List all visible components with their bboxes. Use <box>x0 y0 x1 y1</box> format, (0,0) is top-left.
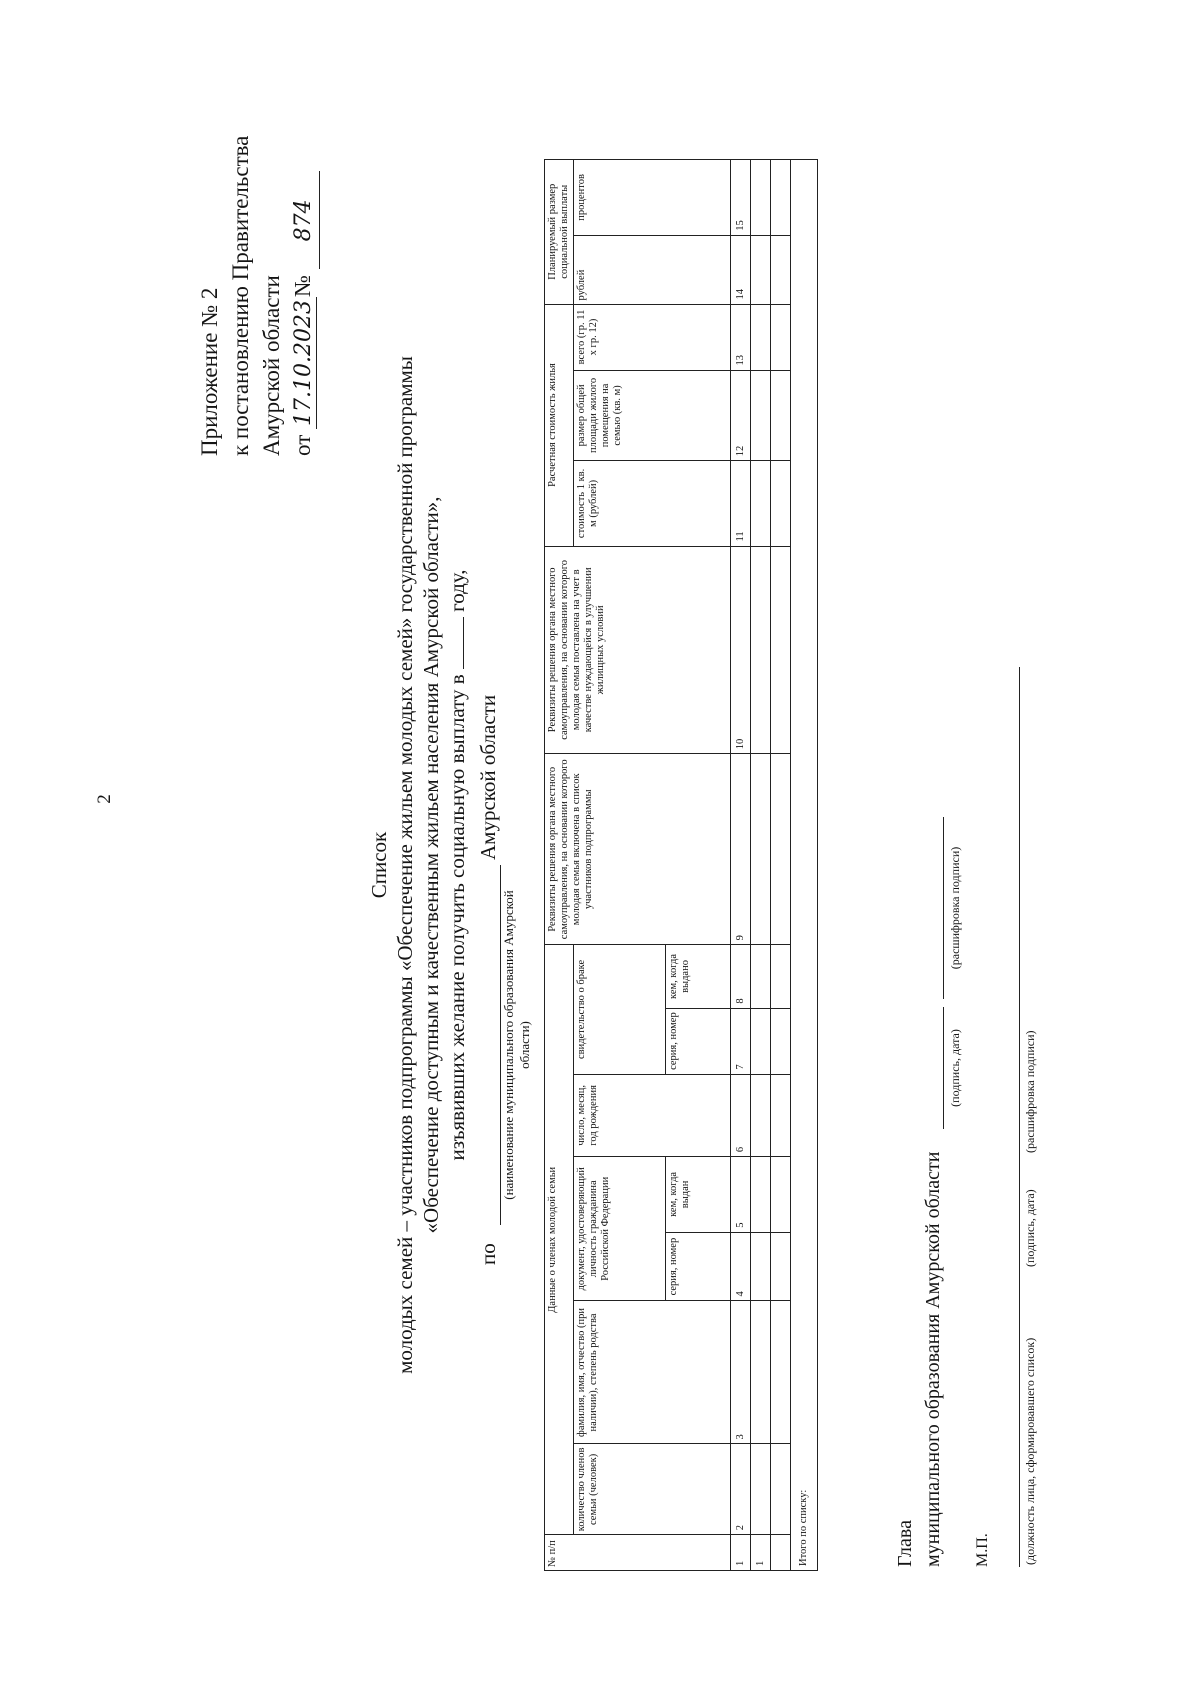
head-signature-line <box>943 1007 944 1129</box>
table-cell <box>771 1535 791 1571</box>
title-block <box>366 145 532 1585</box>
appendix-line-1: Приложение № 2 <box>197 287 222 456</box>
total-label: Итого по списку: <box>791 160 818 1571</box>
header-decision-list: Реквизиты решения органа местного самоуправления, на основании которого молодая семья включена в список участников подпрограммы <box>545 754 731 945</box>
header-decision-register: Реквизиты решения органа местного самоуправления, на основании которого молодая семья поставлена на учет в качестве нуждающейся в улучшении жилищных условий <box>545 546 731 754</box>
table-cell <box>751 1008 771 1074</box>
table-cell <box>751 1074 771 1157</box>
number-mark: № <box>290 275 315 298</box>
header-members: количество членов семьи (человек) <box>574 1444 731 1535</box>
header-issued: кем, когда выдан <box>665 1157 730 1233</box>
table-cell <box>751 546 771 754</box>
column-numbers-row <box>731 160 751 1571</box>
header-birth: число, месяц, год рождения <box>574 1074 731 1157</box>
column-number-7: 7 <box>731 1008 751 1074</box>
region-name: Амурской области <box>476 694 500 860</box>
po-prefix: по <box>476 1243 500 1265</box>
table-cell <box>771 304 791 370</box>
table-cell <box>751 370 771 461</box>
header-total: всего (гр. 11 х гр. 12) <box>574 304 731 370</box>
row-number: 1 <box>751 1535 771 1571</box>
column-number-1: 1 <box>731 1535 751 1571</box>
table-cell <box>771 754 791 945</box>
table-cell <box>771 546 791 754</box>
families-table <box>544 159 818 1571</box>
header-cost-group: Расчетная стоимость жилья <box>545 304 574 546</box>
column-number-4: 4 <box>731 1232 751 1301</box>
table-cell <box>771 1157 791 1233</box>
column-number-15: 15 <box>731 160 751 236</box>
header-fio: фамилия, имя, отчество (при наличии), степень родства <box>574 1301 731 1444</box>
header-marriage-series: серия, номер <box>665 1008 730 1074</box>
head-decoding-caption: (расшифровка подписи) <box>948 846 962 970</box>
table-cell <box>751 304 771 370</box>
title-line-1: молодых семей – участников подпрограммы «Обеспечение жильем молодых семей» государственной программы <box>393 356 417 1374</box>
handwritten-number: 874 <box>288 171 320 269</box>
official-signature-line <box>1019 667 1020 1567</box>
table-cell <box>751 461 771 546</box>
title-line-3 <box>444 145 470 1585</box>
header-payment-group: Планируемый размер социальной выплаты <box>545 160 574 305</box>
table-cell <box>771 1301 791 1444</box>
table-cell <box>771 1232 791 1301</box>
column-number-8: 8 <box>731 945 751 1008</box>
handwritten-date: 17.10.2023 <box>291 297 317 429</box>
table-cell <box>751 1301 771 1444</box>
header-series: серия, номер <box>665 1232 730 1301</box>
table-cell <box>771 160 791 236</box>
table-cell <box>751 754 771 945</box>
official-decoding-caption: (расшифровка подписи) <box>1023 1030 1037 1153</box>
header-cost-sqm: стоимость 1 кв. м (рублей) <box>574 461 731 546</box>
date-prefix: от <box>290 434 315 456</box>
header-pct: процентов <box>574 160 731 236</box>
table-cell <box>771 461 791 546</box>
table-cell <box>751 1157 771 1233</box>
header-marriage: свидетельство о браке <box>574 945 666 1074</box>
head-sign-date-caption: (подпись, дата) <box>948 1029 962 1107</box>
header-no: № п/п <box>545 1535 731 1571</box>
title-line-2: «Обеспечение доступным и качественным жильем населения Амурской области», <box>419 496 443 1234</box>
table-cell <box>771 235 791 304</box>
column-number-10: 10 <box>731 546 751 754</box>
official-position-caption: (должность лица, сформировавшего список) <box>1023 1337 1037 1565</box>
table-cell <box>771 370 791 461</box>
column-number-13: 13 <box>731 304 751 370</box>
header-marriage-issued: кем, когда выдано <box>665 945 730 1008</box>
table-cell <box>771 1074 791 1157</box>
column-number-3: 3 <box>731 1301 751 1444</box>
header-passport: документ, удостоверяющий личность гражданина Российской Федерации <box>574 1157 666 1301</box>
column-number-9: 9 <box>731 754 751 945</box>
rotated-sheet <box>166 135 1046 1585</box>
table-cell <box>751 160 771 236</box>
title-line-3-start: изъявивших желание получить социальную выплату в <box>445 674 469 1161</box>
header-area: размер общей площади жилого помещения на семью (кв. м) <box>574 370 731 461</box>
column-number-14: 14 <box>731 235 751 304</box>
municipality-caption: (наименование муниципального образования Амурской области) <box>501 890 532 1200</box>
stamp-mark: М.П. <box>974 1533 991 1567</box>
column-number-2: 2 <box>731 1444 751 1535</box>
table-cell <box>771 1444 791 1535</box>
table-row <box>751 160 771 1571</box>
title-line-3-end: году, <box>445 569 469 612</box>
header-row-1 <box>545 160 574 1571</box>
municipality-row <box>470 145 532 1585</box>
table-cell <box>751 1232 771 1301</box>
appendix-block <box>194 116 320 456</box>
header-family-group: Данные о членах молодой семьи <box>545 945 574 1535</box>
table-cell <box>751 235 771 304</box>
year-blank-line <box>463 617 464 669</box>
table-cell <box>771 1008 791 1074</box>
table-row <box>771 160 791 1571</box>
title-heading: Список <box>367 831 391 899</box>
official-sign-date-caption: (подпись, дата) <box>1023 1189 1037 1267</box>
head-decoding-line <box>943 817 944 999</box>
table-cell <box>751 945 771 1008</box>
column-number-12: 12 <box>731 370 751 461</box>
appendix-line-3: Амурской области <box>259 275 284 456</box>
table-cell <box>771 945 791 1008</box>
column-number-6: 6 <box>731 1074 751 1157</box>
appendix-date-row <box>287 116 320 456</box>
head-title: Глава <box>894 1520 916 1567</box>
table-cell <box>751 1444 771 1535</box>
page-number: 2 <box>93 794 115 804</box>
column-number-11: 11 <box>731 461 751 546</box>
head-municipality: муниципального образования Амурской области <box>922 1151 944 1567</box>
header-rub: рублей <box>574 235 731 304</box>
appendix-line-2: к постановлению Правительства <box>228 135 253 456</box>
total-row <box>791 160 818 1571</box>
column-number-5: 5 <box>731 1157 751 1233</box>
